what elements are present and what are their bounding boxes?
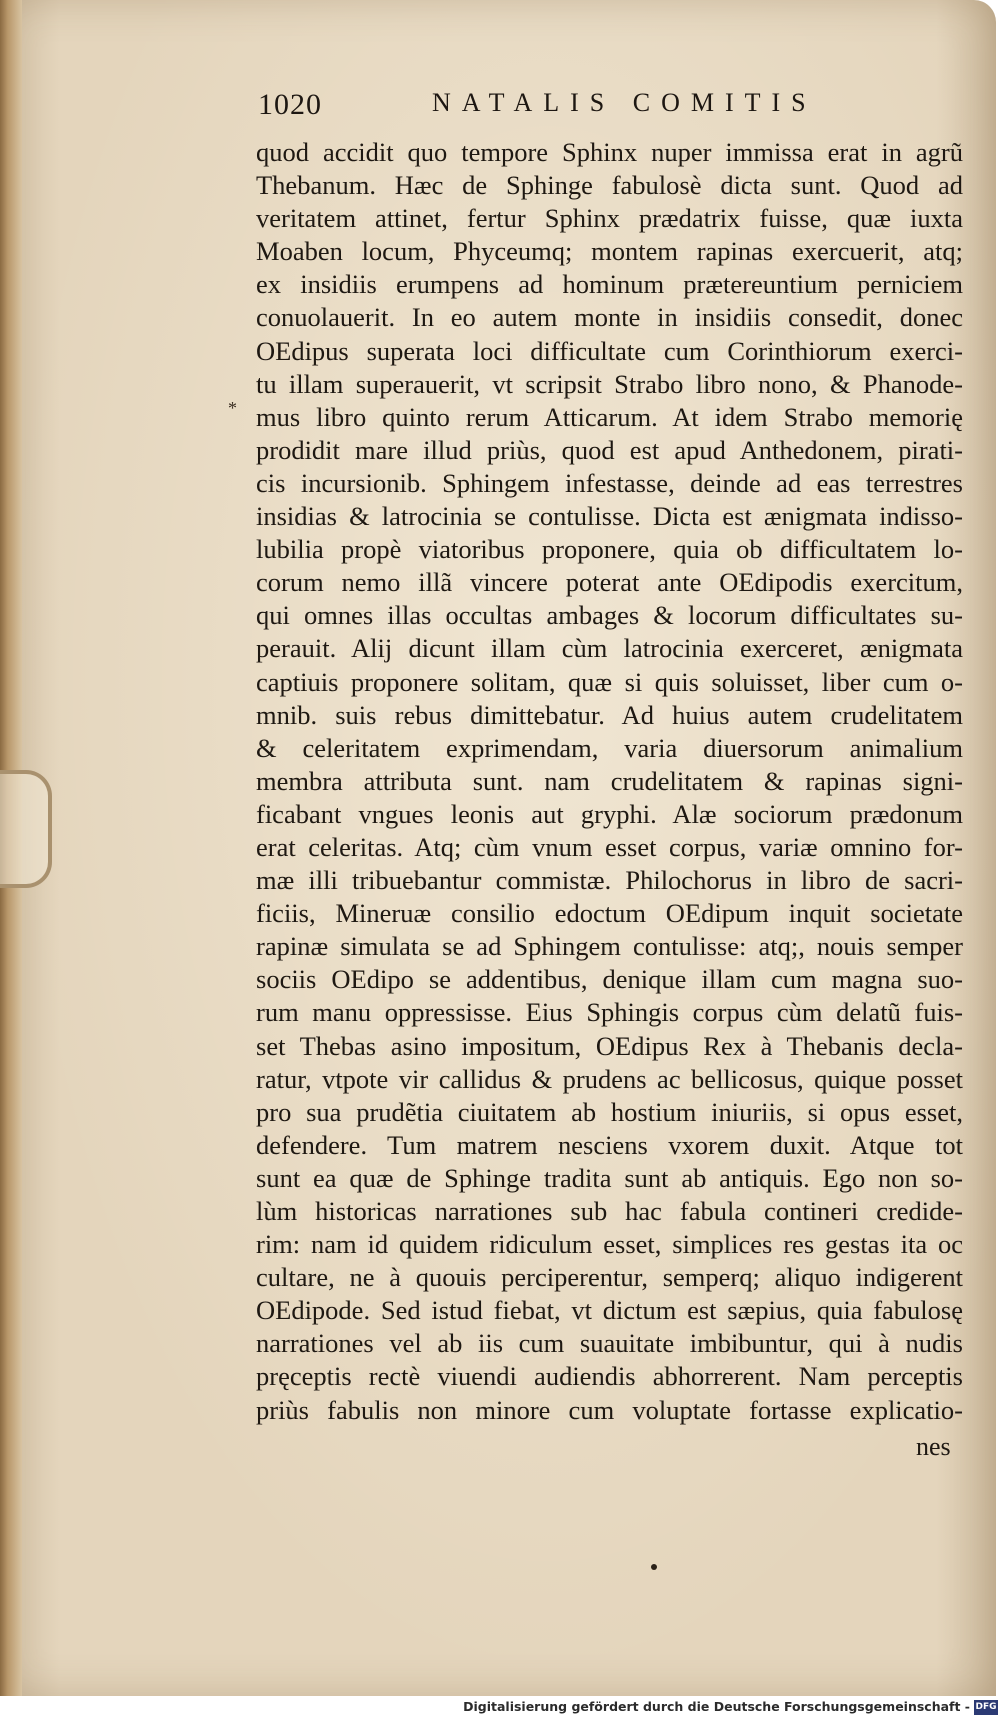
text-line: lùm historicas narrationes sub hac fabula contineri credide- (256, 1196, 963, 1226)
text-line: sociis OEdipo se addentibus, denique illam cum magna suo- (256, 964, 963, 995)
running-head-title: NATALIS COMITIS (432, 88, 817, 117)
page-number: 1020 (258, 88, 322, 121)
text-line: ficabant vngues leonis aut gryphi. Alæ sociorum prædonum (256, 798, 963, 829)
dfg-logo: DFG (974, 1700, 998, 1715)
text-line: corum nemo illã vincere poterat ante OEdipodis exercitum, (256, 567, 963, 598)
text-line: ex insidiis erumpens ad hominum prætereuntium perniciem (256, 269, 963, 300)
text-line: cultare, ne à quouis perciperentur, semperq; aliquo indigerent (256, 1262, 963, 1293)
text-line: erat celeritas. Atq; cùm vnum esset corpus, variæ omnino for- (256, 831, 963, 862)
text-line: membra attributa sunt. nam crudelitatem & rapinas signi- (256, 765, 963, 796)
text-line: set Thebas asino impositum, OEdipus Rex à Thebanis decla- (256, 1030, 963, 1061)
text-line: ficiis, Mineruæ consilio edoctum OEdipum inquit societate (256, 898, 963, 929)
ink-dot (651, 1564, 657, 1570)
text-line: insidias & latrocinia se contulisse. Dicta est ænigmata indisso- (256, 501, 963, 532)
text-line: narrationes vel ab iis cum suauitate imbibuntur, qui à nudis (256, 1328, 963, 1359)
text-line: & celeritatem exprimendam, varia diuersorum animalium (256, 732, 963, 763)
text-line: rapinæ simulata se ad Sphingem contulisse: atq;, nouis semper (256, 931, 963, 962)
text-line: OEdipus superata loci difficultate cum Corinthiorum exerci- (256, 335, 963, 366)
text-line: rim: nam id quidem ridiculum esset, simplices res gestas ita oc (256, 1229, 963, 1260)
text-line: rum manu oppressisse. Eius Sphingis corpus cùm delatũ fuis- (256, 997, 963, 1028)
text-line: tu illam superauerit, vt scripsit Strabo libro nono, & Phanode- (256, 368, 963, 399)
body-text (256, 136, 963, 1427)
footer-bar (0, 1696, 1000, 1720)
text-line: mus libro quinto rerum Atticarum. At idem Strabo memorię (256, 401, 963, 432)
text-line: lubilia propè viatoribus proponere, quia ob difficultatem lo- (256, 534, 963, 565)
text-line: mæ illi tribuebantur commistæ. Philochorus in libro de sacri- (256, 865, 963, 896)
text-line: sunt ea quæ de Sphinge tradita sunt ab antiquis. Ego non so- (256, 1162, 963, 1193)
footer-credit: Digitalisierung gefördert durch die Deutsche Forschungsgemeinschaft - (463, 1699, 970, 1714)
margin-mark: * (228, 398, 237, 418)
text-line: captiuis proponere solitam, quæ si quis soluisset, liber cum o- (256, 666, 963, 697)
text-line: mnib. suis rebus dimittebatur. Ad huius autem crudelitatem (256, 699, 963, 730)
running-head (258, 88, 898, 128)
text-line: priùs fabulis non minore cum voluptate fortasse explicatio- (256, 1394, 963, 1425)
text-line: Thebanum. Hæc de Sphinge fabulosè dicta sunt. Quod ad (256, 170, 963, 201)
text-line: cis incursionib. Sphingem infestasse, deinde ad eas terrestres (256, 467, 963, 498)
bookmark-tab (0, 770, 52, 888)
text-line: veritatem attinet, fertur Sphinx prædatrix fuisse, quæ iuxta (256, 203, 963, 234)
text-line: qui omnes illas occultas ambages & locorum difficultates su- (256, 600, 963, 631)
catchword: nes (916, 1432, 951, 1461)
text-line: quod accidit quo tempore Sphinx nuper immissa erat in agrũ (256, 137, 963, 167)
text-line: OEdipode. Sed istud fiebat, vt dictum est sæpius, quia fabulosę (256, 1295, 963, 1326)
text-line: prodidit mare illud priùs, quod est apud Anthedonem, pirati- (256, 434, 963, 465)
text-line: pro sua prudẽtia ciuitatem ab hostium iniuriis, si opus esset, (256, 1096, 963, 1127)
text-line: pręceptis rectè viuendi audiendis abhorrerent. Nam perceptis (256, 1361, 963, 1392)
text-line: perauit. Alij dicunt illam cùm latrocinia exerceret, ænigmata (256, 633, 963, 664)
text-line: ratur, vtpote vir callidus & prudens ac bellicosus, quique posset (256, 1063, 963, 1094)
text-line: conuolauerit. In eo autem monte in insidiis consedit, donec (256, 302, 963, 333)
text-line: defendere. Tum matrem nesciens vxorem duxit. Atque tot (256, 1129, 963, 1160)
text-line: Moaben locum, Phyceumq; montem rapinas exercuerit, atq; (256, 236, 963, 267)
